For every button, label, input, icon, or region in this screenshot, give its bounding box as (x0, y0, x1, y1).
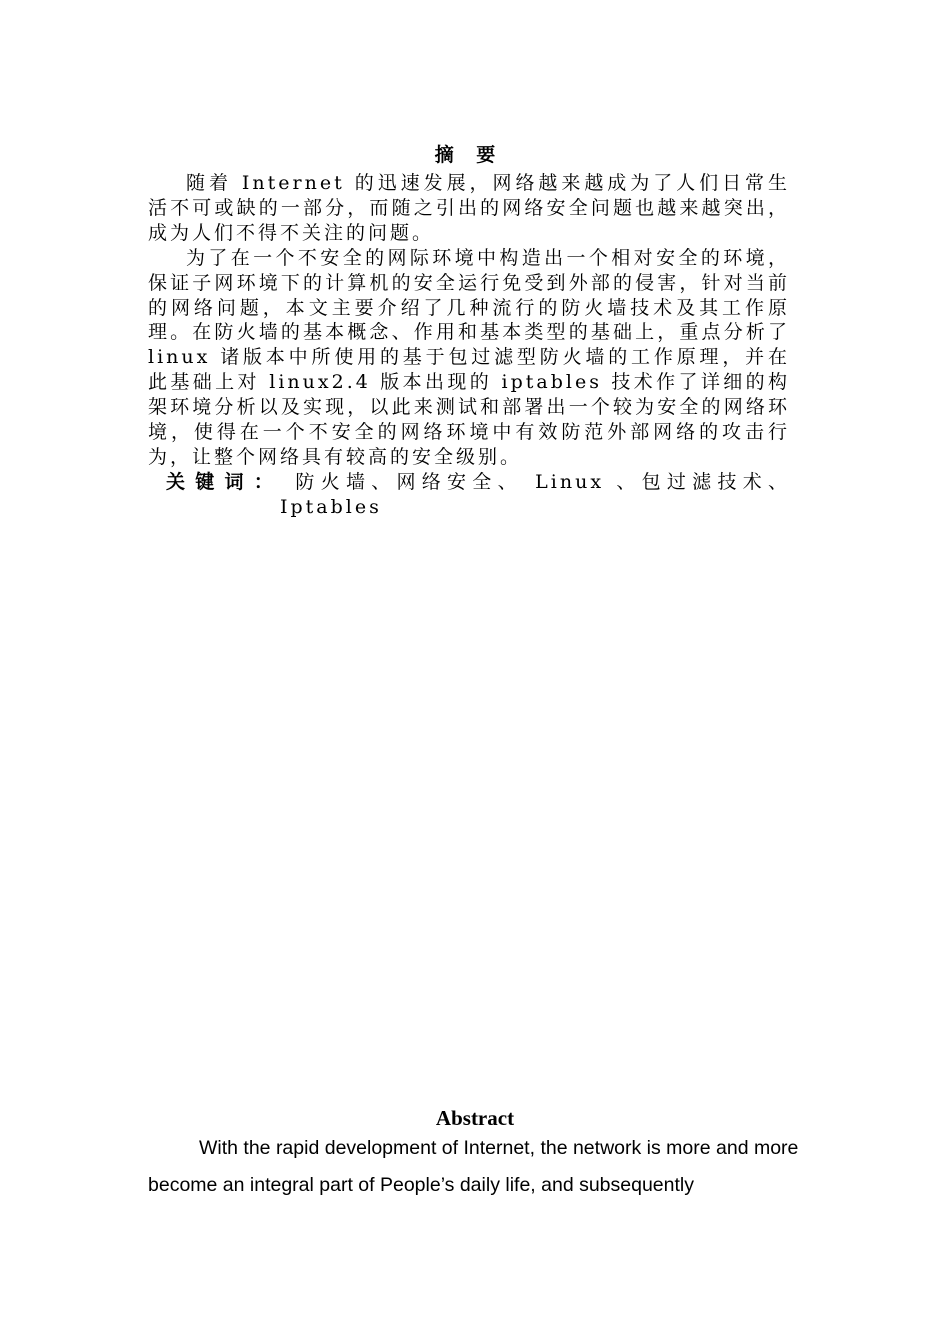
chinese-abstract-paragraph-1: 随着 Internet 的迅速发展，网络越来越成为了人们日常生活不可或缺的一部分，而随之引出的网络安全问题也越来越突出，成为人们不得不关注的问题。 (148, 172, 790, 244)
keywords-text: 防火墙、网络安全、 Linux 、包过滤技术、 Iptables (280, 470, 790, 518)
chinese-abstract-section (148, 143, 790, 520)
chinese-abstract-paragraph-2: 为了在一个不安全的网际环境中构造出一个相对安全的环境，保证子网环境下的计算机的安全运行免受到外部的侵害，针对当前的网络问题，本文主要介绍了几种流行的防火墙技术及其工作原理。在防火墙的基本概念、作用和基本类型的基础上，重点分析了 linux 诸版本中所使用的基于包过滤型防火墙的工作原理，并在此基础上对 linux2.4 版本出现的 iptables 技术作了详细的构架环境分析以及实现，以此来测试和部署出一个较为安全的网络环境，使得在一个不安全的网络环境中有效防范外部网络的攻击行为，让整个网络具有较高的安全级别。 (148, 246, 790, 468)
english-abstract-title: Abstract (435, 1106, 515, 1130)
chinese-abstract-title: 摘 要 (434, 144, 504, 166)
english-abstract-paragraph: With the rapid development of Internet, the network is more and more become an integral part of People’s daily life, and subsequently (148, 1137, 799, 1196)
keywords-label: 关键词： (166, 470, 284, 493)
chinese-keywords-line (148, 470, 790, 520)
